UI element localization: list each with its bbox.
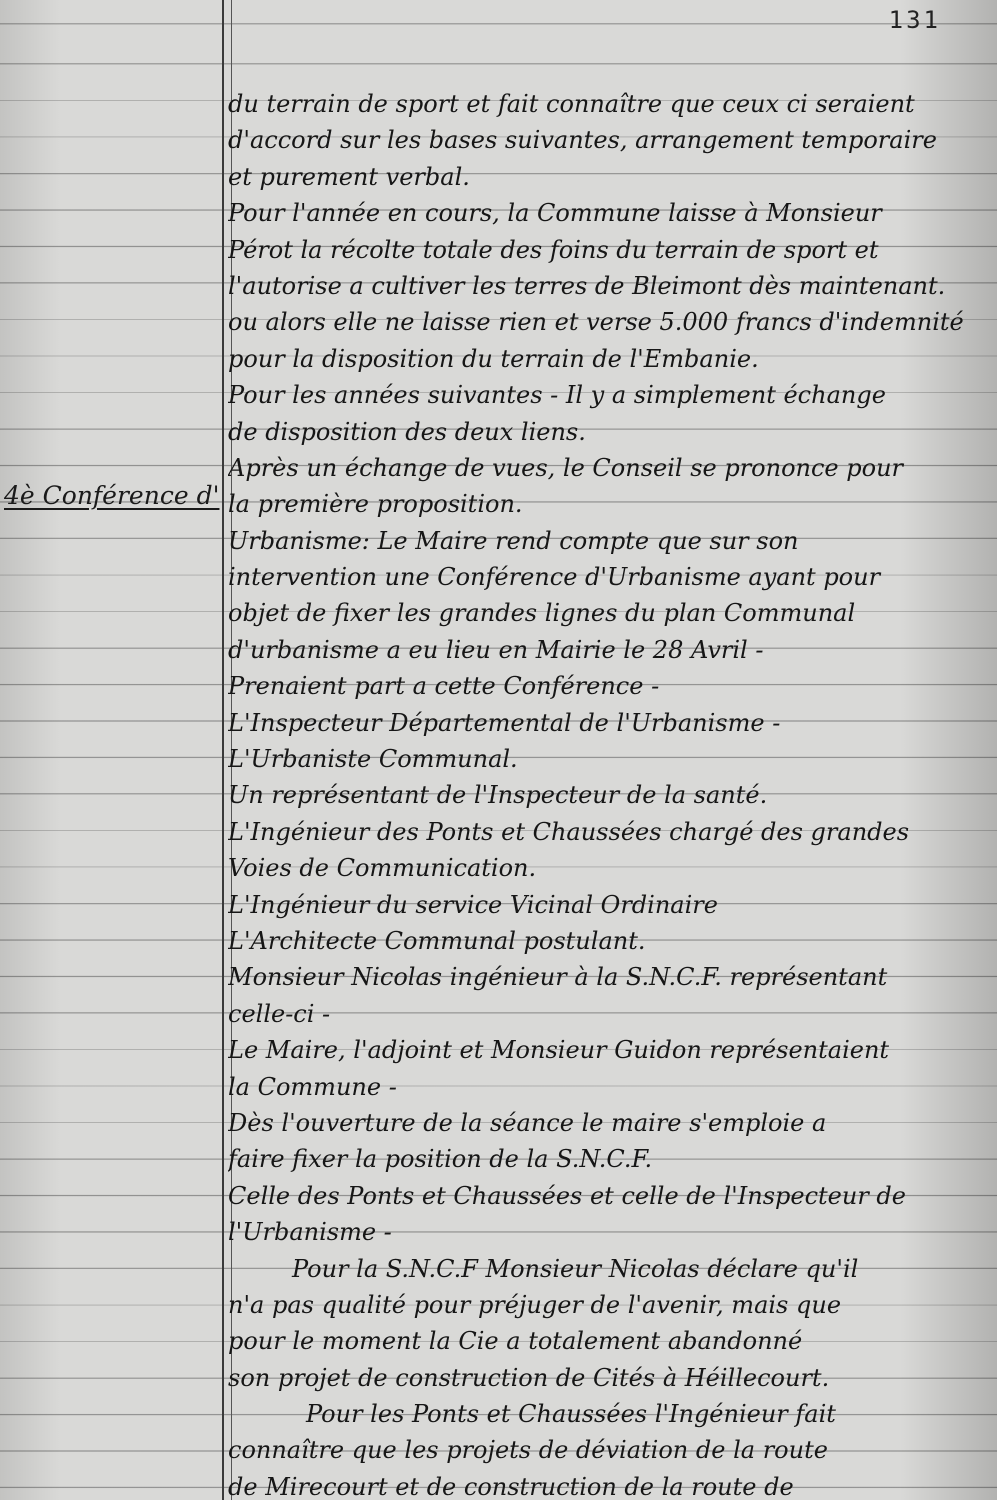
text-line: Voies de Communication. [228,854,537,883]
text-line: la première proposition. [228,490,523,519]
text-line: Monsieur Nicolas ingénieur à la S.N.C.F. représentant [228,963,888,992]
text-line: la Commune - [228,1072,397,1101]
text-line: Celle des Ponts et Chaussées et celle de l'Inspecteur de [228,1181,906,1210]
handwritten-minutes [228,86,994,1500]
text-line: L'Inspecteur Départemental de l'Urbanisme - [228,708,781,737]
text-line: pour la disposition du terrain de l'Embanie. [228,344,759,373]
text-line: pour le moment la Cie a totalement abandonné [228,1327,803,1356]
text-line: Pérot la récolte totale des foins du terrain de sport et [228,235,879,264]
text-line: et purement verbal. [228,162,470,191]
text-line: Le Maire, l'adjoint et Monsieur Guidon représentaient [228,1036,890,1065]
text-line: L'Architecte Communal postulant. [228,926,646,955]
text-line: Pour l'année en cours, la Commune laisse à Monsieur [228,199,882,228]
margin-rule [222,0,224,1500]
text-line: l'Urbanisme - [228,1218,392,1247]
text-line: Pour la S.N.C.F Monsieur Nicolas déclare qu'il [292,1254,859,1283]
text-line: n'a pas qualité pour préjuger de l'avenir, mais que [228,1290,842,1319]
text-line: du terrain de sport et fait connaître que ceux ci seraient [228,90,915,118]
text-line: faire fixer la position de la S.N.C.F. [228,1145,653,1174]
text-line: de Mirecourt et de construction de la route de [228,1472,794,1500]
text-line: l'autorise a cultiver les terres de Bleimont dès maintenant. [228,271,946,300]
text-line: d'urbanisme a eu lieu en Mairie le 28 Avril - [228,635,764,664]
text-line: Après un échange de vues, le Conseil se prononce pour [228,453,903,482]
text-line: L'Ingénieur des Ponts et Chaussées chargé des grandes [228,817,910,846]
text-line: L'Urbaniste Communal. [228,745,518,774]
text-line: Un représentant de l'Inspecteur de la santé. [228,781,768,810]
text-line: Dès l'ouverture de la séance le maire s'emploie a [228,1108,827,1137]
margin-heading: 4è Conférence d' [4,481,220,510]
text-line: intervention une Conférence d'Urbanisme ayant pour [228,563,881,592]
text-line: Urbanisme: Le Maire rend compte que sur son [228,526,799,555]
text-line: ou alors elle ne laisse rien et verse 5.000 francs d'indemnité [228,308,964,337]
text-line: son projet de construction de Cités à Héillecourt. [228,1363,830,1392]
text-line: Pour les années suivantes - Il y a simplement échange [228,381,886,410]
text-line: connaître que les projets de déviation de la route [228,1436,828,1465]
text-line: d'accord sur les bases suivantes, arrangement temporaire [228,126,937,155]
text-line: objet de fixer les grandes lignes du plan Communal [228,599,856,628]
text-line: de disposition des deux liens. [228,417,586,446]
page-number: 131 [888,6,941,34]
text-line: Pour les Ponts et Chaussées l'Ingénieur fait [306,1400,836,1429]
text-line: L'Ingénieur du service Vicinal Ordinaire [228,890,718,919]
text-line: Prenaient part a cette Conférence - [228,672,660,701]
text-line: celle-ci - [228,999,331,1028]
